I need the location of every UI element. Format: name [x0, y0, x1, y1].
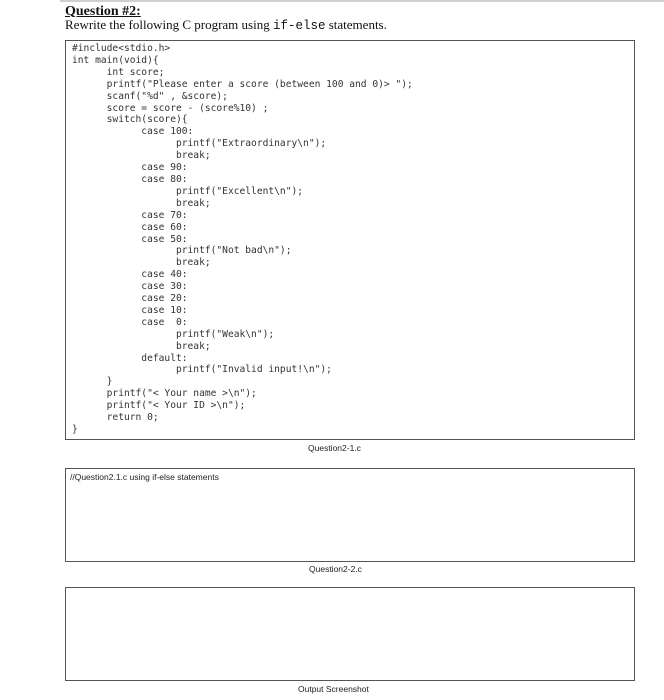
code-line: case 80: — [72, 173, 188, 185]
answer-box-code[interactable] — [65, 468, 635, 562]
code-line: printf("Invalid input!\n"); — [72, 364, 332, 376]
code-line: break; — [72, 340, 211, 352]
page-top-rule — [60, 0, 664, 2]
code-line: default: — [72, 352, 188, 364]
code-caption: Question2-1.c — [308, 443, 361, 453]
code-line: case 40: — [72, 269, 188, 281]
code-line: printf("Please enter a score (between 100 and 0)> "); — [72, 78, 413, 90]
output-screenshot-caption: Output Screenshot — [298, 684, 369, 694]
answer-box-output[interactable] — [65, 587, 635, 681]
question-instruction — [65, 17, 387, 33]
code-line: scanf("%d" , &score); — [72, 90, 228, 102]
code-line: int score; — [72, 66, 165, 78]
code-line: } — [72, 424, 78, 435]
code-listing-box — [65, 40, 635, 440]
code-line: printf("Weak\n"); — [72, 328, 275, 340]
instruction-code-keyword: if-else — [272, 19, 326, 33]
question-title: Question #2: — [65, 4, 141, 19]
code-line: case 0: — [72, 316, 188, 328]
code-line: printf("Not bad\n"); — [72, 245, 292, 257]
code-line: int main(void){ — [72, 54, 159, 66]
code-line: break; — [72, 150, 211, 162]
answer-code-caption: Question2-2.c — [309, 564, 362, 574]
code-line: break; — [72, 197, 211, 209]
code-line: case 70: — [72, 209, 188, 221]
code-line: printf("< Your name >\n"); — [72, 388, 257, 400]
instruction-text-before: Rewrite the following C program using — [65, 17, 273, 32]
code-line: break; — [72, 257, 211, 269]
code-line: case 90: — [72, 162, 188, 174]
code-line: return 0; — [72, 412, 159, 424]
code-line: case 50: — [72, 233, 188, 245]
code-listing — [66, 41, 634, 436]
code-line: score = score - (score%10) ; — [72, 102, 269, 114]
code-line: #include<stdio.h> — [72, 43, 171, 54]
code-line: case 60: — [72, 221, 188, 233]
instruction-text-after: statements. — [325, 17, 387, 32]
code-line: case 10: — [72, 304, 188, 316]
answer-box-code-label: //Question2.1.c using if-else statements — [70, 472, 219, 482]
code-line: printf("Extraordinary\n"); — [72, 138, 327, 150]
code-line: } — [72, 376, 113, 388]
code-line: printf("Excellent\n"); — [72, 185, 304, 197]
code-line: switch(score){ — [72, 114, 188, 126]
code-line: case 100: — [72, 126, 194, 138]
code-line: printf("< Your ID >\n"); — [72, 400, 246, 412]
code-line: case 20: — [72, 293, 188, 305]
code-line: case 30: — [72, 281, 188, 293]
